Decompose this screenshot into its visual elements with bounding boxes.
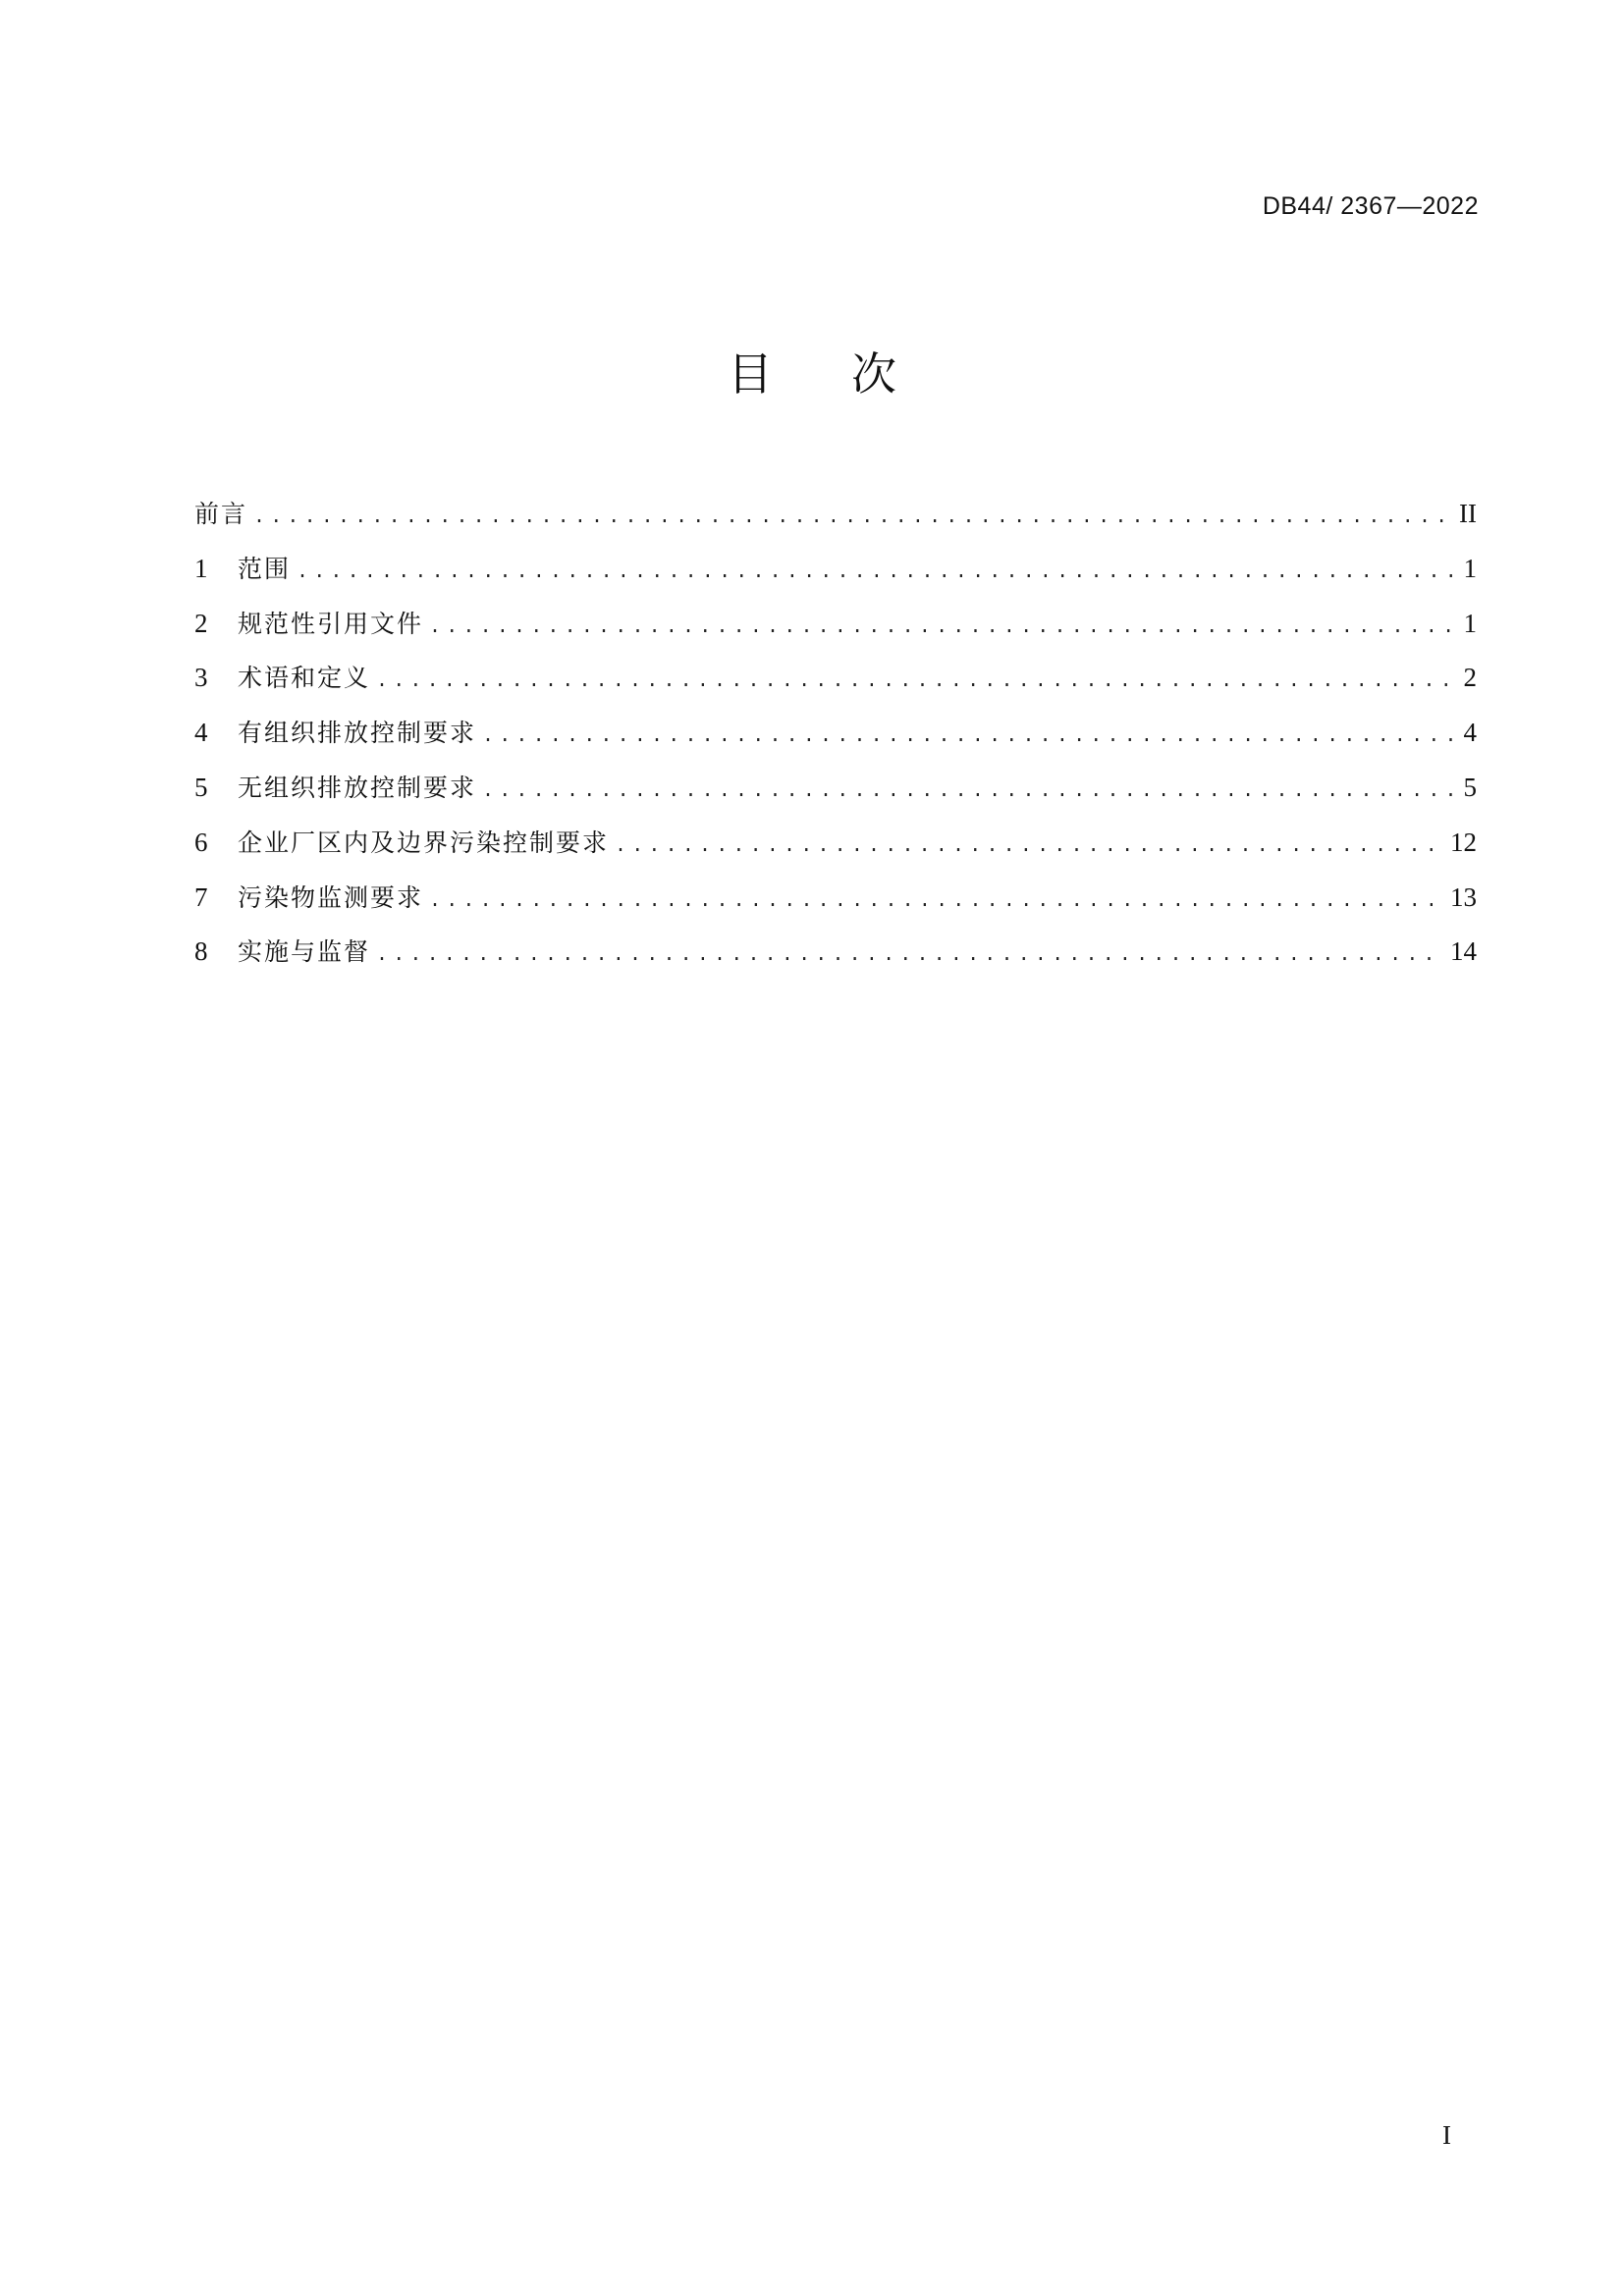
toc-dot-leader: [253, 507, 1449, 529]
toc-dot-leader: [297, 561, 1453, 584]
toc-entry-label: 实施与监督: [238, 937, 371, 967]
toc-entry-number: 5: [194, 772, 208, 802]
toc-entry-label: 有组织排放控制要求: [238, 719, 477, 748]
toc-dot-leader: [376, 670, 1453, 693]
toc-entry-2[interactable]: [194, 605, 1477, 660]
toc-entry-number: 2: [194, 608, 208, 638]
page-number: I: [1442, 2120, 1451, 2150]
toc-entry-7[interactable]: [194, 879, 1477, 934]
toc-entry-page: 13: [1450, 881, 1477, 912]
toc-dot-leader: [482, 725, 1453, 748]
toc-entry-page: II: [1459, 499, 1477, 528]
toc-dot-leader: [376, 944, 1440, 967]
toc-dot-leader: [429, 616, 1453, 639]
toc-entry-page: 1: [1463, 553, 1477, 583]
toc-entry-6[interactable]: [194, 824, 1477, 879]
toc-entry-page: 2: [1463, 663, 1477, 693]
toc-dot-leader: [482, 780, 1453, 803]
toc-entry-page: 1: [1463, 608, 1477, 638]
toc-entry-label: 前言: [194, 500, 248, 528]
toc-entry-4[interactable]: [194, 714, 1477, 769]
toc-entry-number: 6: [194, 827, 208, 857]
toc-entry-3[interactable]: [194, 659, 1477, 714]
page-title: 目次: [728, 347, 975, 400]
toc-entry-1[interactable]: [194, 550, 1477, 605]
toc-entry-label: 规范性引用文件: [238, 609, 424, 638]
toc-entry-label: 术语和定义: [238, 664, 371, 693]
toc-dot-leader: [615, 835, 1440, 858]
toc-entry-label: 无组织排放控制要求: [238, 773, 477, 802]
toc-entry-8[interactable]: [194, 933, 1477, 988]
table-of-contents: [194, 495, 1477, 988]
toc-entry-number: 8: [194, 936, 208, 967]
toc-entry-label: 范围: [238, 554, 292, 583]
toc-entry-foreword[interactable]: [194, 495, 1477, 550]
toc-entry-number: 1: [194, 553, 208, 583]
toc-entry-5[interactable]: [194, 769, 1477, 824]
standard-code: DB44/ 2367—2022: [1262, 192, 1479, 220]
toc-entry-label: 污染物监测要求: [238, 882, 424, 912]
toc-entry-number: 7: [194, 881, 208, 912]
toc-entry-page: 5: [1463, 772, 1477, 802]
toc-entry-number: 3: [194, 663, 208, 693]
toc-entry-page: 14: [1450, 936, 1477, 967]
toc-entry-label: 企业厂区内及边界污染控制要求: [238, 828, 610, 857]
toc-entry-page: 4: [1463, 718, 1477, 748]
toc-entry-page: 12: [1450, 827, 1477, 857]
toc-dot-leader: [429, 890, 1440, 913]
toc-entry-number: 4: [194, 718, 208, 748]
